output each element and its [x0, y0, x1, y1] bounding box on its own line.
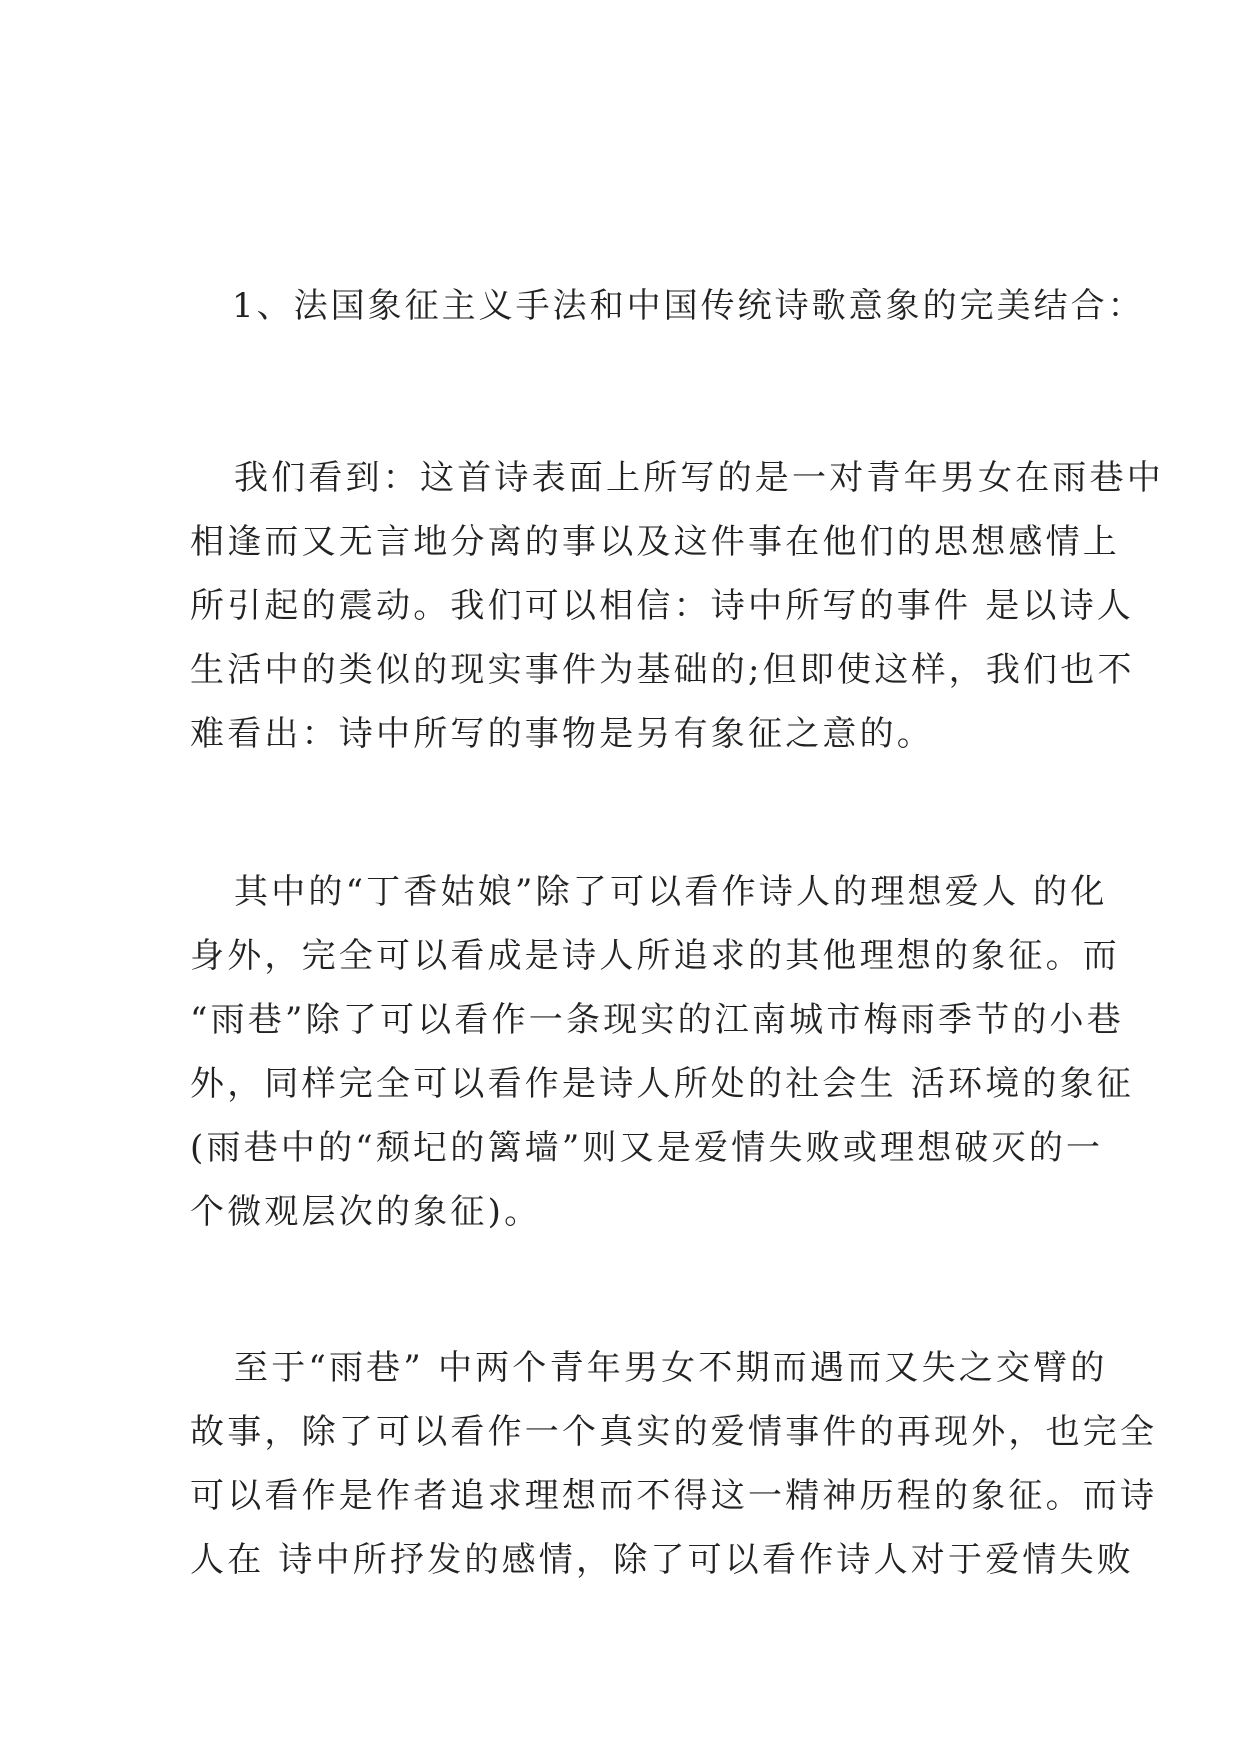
- paragraph-line: “雨巷”除了可以看作一条现实的江南城市梅雨季节的小巷: [190, 1000, 1124, 1040]
- paragraph-line: 至于“雨巷” 中两个青年男女不期而遇而又失之交臂的: [234, 1348, 1108, 1388]
- paragraph-2: [190, 860, 1135, 1244]
- paragraph-line: 人在 诗中所抒发的感情，除了可以看作诗人对于爱情失败: [190, 1540, 1135, 1580]
- paragraph-line: 难看出：诗中所写的事物是另有象征之意的。: [190, 714, 934, 754]
- paragraph-line: 生活中的类似的现实事件为基础的;但即使这样，我们也不: [190, 650, 1135, 690]
- section-heading: 1、法国象征主义手法和中国传统诗歌意象的完美结合：: [232, 286, 1145, 326]
- paragraph-3: [190, 1336, 1158, 1592]
- paragraph-line: 故事，除了可以看作一个真实的爱情事件的再现外，也完全: [190, 1412, 1158, 1452]
- paragraph-line: 相逢而又无言地分离的事以及这件事在他们的思想感情上: [190, 522, 1120, 562]
- paragraph-line: (雨巷中的“颓圮的篱墙”则又是爱情失败或理想破灭的一: [190, 1128, 1104, 1168]
- paragraph-1: [190, 446, 1164, 766]
- paragraph-line: 身外，完全可以看成是诗人所追求的其他理想的象征。而: [190, 936, 1120, 976]
- paragraph-line: 个微观层次的象征)。: [190, 1192, 542, 1232]
- paragraph-line: 可以看作是作者追求理想而不得这一精神历程的象征。而诗: [190, 1476, 1158, 1516]
- paragraph-line: 其中的“丁香姑娘”除了可以看作诗人的理想爱人 的化: [234, 872, 1108, 912]
- paragraph-line: 外，同样完全可以看作是诗人所处的社会生 活环境的象征: [190, 1064, 1135, 1104]
- paragraph-line: 我们看到：这首诗表面上所写的是一对青年男女在雨巷中: [234, 458, 1164, 498]
- paragraph-line: 所引起的震动。我们可以相信：诗中所写的事件 是以诗人: [190, 586, 1135, 626]
